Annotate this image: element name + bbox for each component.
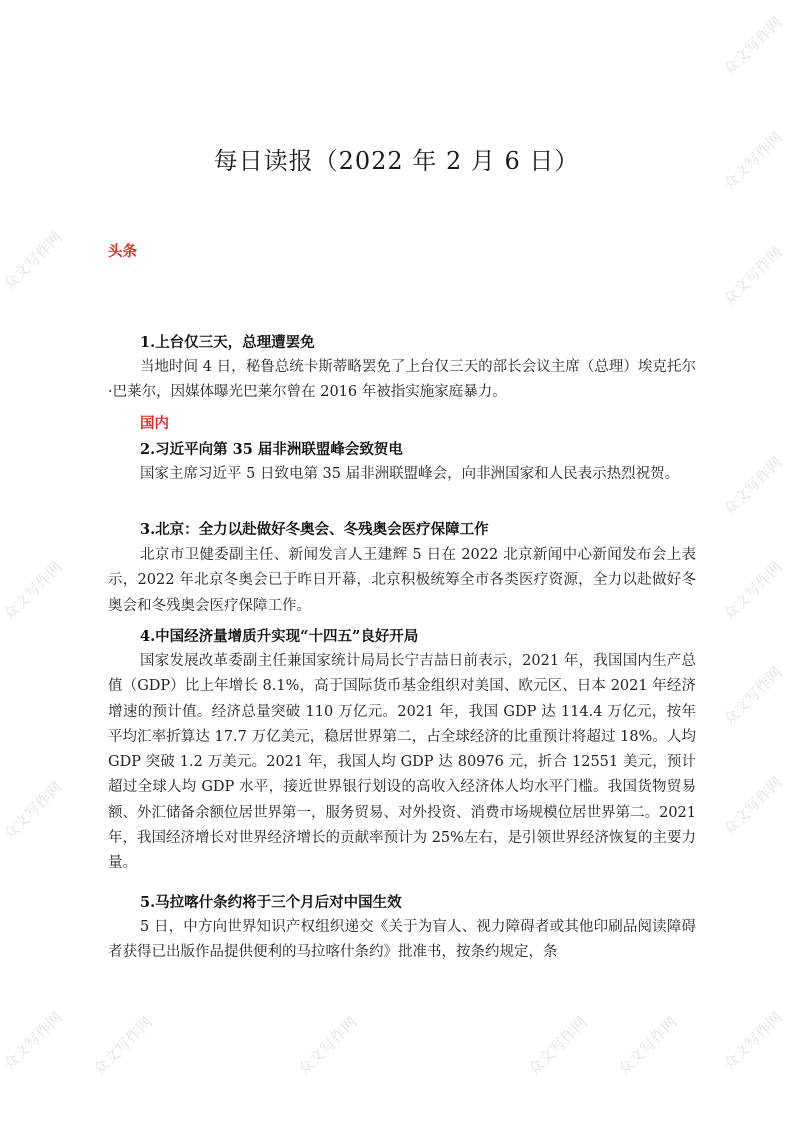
article-body: 5 日，中方向世界知识产权组织递交《关于为盲人、视力障碍者或其他印刷品阅读障碍者获得已出版作品提供便利的马拉喀什条约》批准书，按条约规定，条 [108, 919, 696, 961]
article-title: 3.北京：全力以赴做好冬奥会、冬残奥会医疗保障工作 [140, 521, 489, 538]
watermark: 众文写作网 [719, 127, 786, 194]
article-body: 国家主席习近平 5 日致电第 35 届非洲联盟峰会，向非洲国家和人民表示热烈祝贺。 [140, 466, 680, 482]
watermark: 众文写作网 [719, 662, 786, 729]
watermark: 众文写作网 [89, 1012, 156, 1079]
page-title: 每日读报（2022 年 2 月 6 日） [213, 147, 580, 175]
article-title: 4.中国经济量增质升实现“十四五”良好开局 [140, 628, 419, 645]
article-title: 5.马拉喀什条约将于三个月后对中国生效 [140, 894, 402, 911]
article-body: 北京市卫健委副主任、新闻发言人王建辉 5 日在 2022 北京新闻中心新闻发布会上表示，2022 年北京冬奥会已于昨日开幕，北京积极统筹全市各类医疗资源，全力以赴做好冬奥会和冬残奥会医疗保障工作。 [108, 547, 696, 614]
watermark: 众文写作网 [719, 772, 786, 839]
watermark: 众文写作网 [719, 1007, 786, 1074]
watermark: 众文写作网 [294, 1012, 361, 1079]
watermark: 众文写作网 [719, 557, 786, 624]
watermark: 众文写作网 [719, 242, 786, 309]
section-heading-toutiao: 头条 [108, 243, 137, 260]
watermark: 众文写作网 [719, 452, 786, 519]
article-title: 2.习近平向第 35 届非洲联盟峰会致贺电 [140, 441, 403, 458]
watermark: 众文写作网 [0, 1007, 66, 1074]
watermark: 众文写作网 [524, 1012, 591, 1079]
watermark: 众文写作网 [614, 1012, 681, 1079]
article-body: 国家发展改革委副主任兼国家统计局局长宁吉喆日前表示，2021 年，我国国内生产总值（GDP）比上年增长 8.1%，高于国际货币基金组织对美国、欧元区、日本 2021 年经济增速的预计值。经济总量突破 110 万亿元。2021 年，我国 GDP 达 114.4 万亿元，按年平均汇率折算达 17.7 万亿美元，稳居世界第二，占全球经济的比重预计将超过 18%。人均 GDP 突破 1.2 万美元。2021 年，我国人均 GDP 达 80976 元，折合 12551 美元，预计超过全球人均 GDP 水平，接近世界银行划设的高收入经济体人均水平门槛。我国货物贸易额、外汇储备余额位居世界第一，服务贸易、对外投资、消费市场规模位居世界第二。2021 年，我国经济增长对世界经济增长的贡献率预计为 25%左右，是引领世界经济恢复的主要力量。 [108, 653, 696, 872]
section-heading-guonei: 国内 [140, 415, 169, 432]
watermark: 众文写作网 [0, 227, 66, 294]
watermark: 众文写作网 [0, 777, 66, 844]
watermark: 众文写作网 [719, 12, 786, 79]
article-title: 1.上台仅三天，总理遭罢免 [140, 334, 315, 351]
watermark: 众文写作网 [0, 557, 66, 624]
article-body: 当地时间 4 日，秘鲁总统卡斯蒂略罢免了上台仅三天的部长会议主席（总理）埃克托尔·巴莱尔，因媒体曝光巴莱尔曾在 2016 年被指实施家庭暴力。 [108, 359, 696, 401]
